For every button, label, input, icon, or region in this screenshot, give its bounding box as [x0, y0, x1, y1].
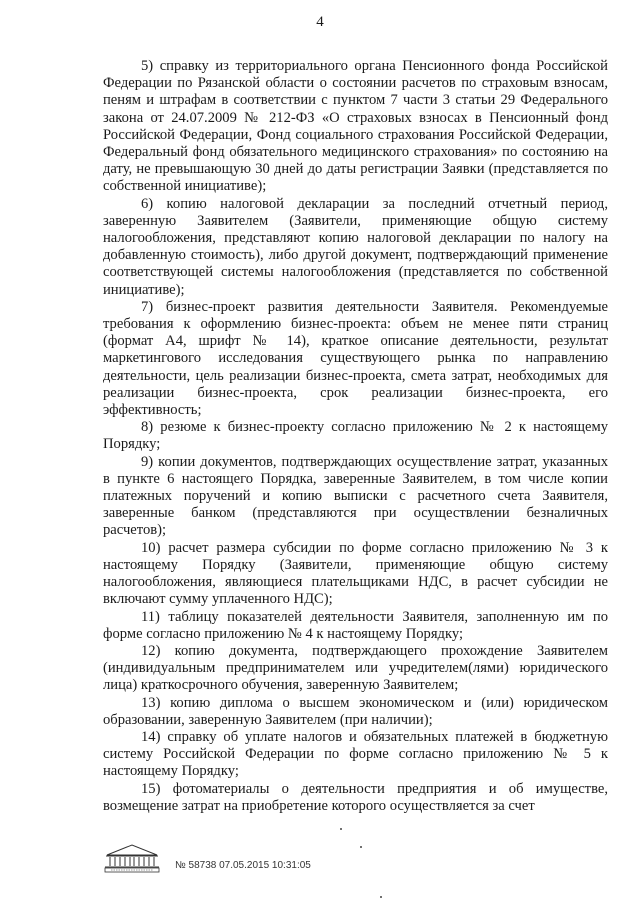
paragraph-item-12: 12) копию документа, подтверждающего прохождение Заявителем (индивидуальным предпринимателем или учредителем(лями) юридического лица) краткосрочного обучения, заверенную Заявителем; [103, 642, 608, 694]
paragraph-item-10: 10) расчет размера субсидии по форме согласно приложению № 3 к настоящему Порядку (Заявители, применяющие общую систему налогообложения, являющиеся плательщиками НДС, в расчет субсидии не включают сумму уплаченного НДС); [103, 539, 608, 608]
page-number: 4 [316, 14, 324, 30]
registration-stamp: № 58738 07.05.2015 10:31:05 [175, 860, 311, 871]
paragraph-item-9: 9) копии документов, подтверждающих осуществление затрат, указанных в пункте 6 настоящего Порядка, заверенные Заявителем, в том числе копии платежных поручений и копию выписки с расчетного счета Заявителя, заверенные банком (представляются при осуществлении безналичных расчетов); [103, 453, 608, 539]
paragraph-item-14: 14) справку об уплате налогов и обязательных платежей в бюджетную систему Российской Федерации по форме согласно приложению № 5 к настоящему Порядку; [103, 728, 608, 780]
scan-speck [340, 828, 342, 830]
paragraph-item-11: 11) таблицу показателей деятельности Заявителя, заполненную им по форме согласно приложению № 4 к настоящему Порядку; [103, 608, 608, 642]
scan-speck [380, 896, 382, 898]
paragraph-item-7: 7) бизнес-проект развития деятельности Заявителя. Рекомендуемые требования к оформлению бизнес-проекта: объем не менее пяти страниц (формат А4, шрифт № 14), краткое описание деятельности, результат маркетингового исследования существующего рынка по направлению деятельности, цель реализации бизнес-проекта, смета затрат, необходимых для реализации бизнес-проекта, срок реализации бизнес-проекта, его эффективность; [103, 298, 608, 419]
paragraph-item-5: 5) справку из территориального органа Пенсионного фонда Российской Федерации по Рязанской области о состоянии расчетов по страховым взносам, пеням и штрафам в соответствии с пунктом 7 части 3 статьи 29 Федерального закона от 24.07.2009 № 212-ФЗ «О страховых взносах в Пенсионный фонд Российской Федерации, Фонд социального страхования Российской Федерации, Федеральный фонд обязательного медицинского страхования» по состоянию на дату, не превышающую 30 дней до даты регистрации Заявки (представляется по собственной инициативе); [103, 58, 608, 195]
paragraph-item-15: 15) фотоматериалы о деятельности предприятия и об имуществе, возмещение затрат на приобретение которого осуществляется за счет [103, 780, 608, 814]
paragraph-item-13: 13) копию диплома о высшем экономическом и (или) юридическом образовании, заверенную Заявителем (при наличии); [103, 694, 608, 728]
paragraph-item-8: 8) резюме к бизнес-проекту согласно приложению № 2 к настоящему Порядку; [103, 419, 608, 453]
government-building-logo [103, 842, 161, 874]
document-body [103, 58, 608, 815]
paragraph-item-6: 6) копию налоговой декларации за последний отчетный период, заверенную Заявителем (Заявители, применяющие общую систему налогообложения, представляют копию налоговой декларации по налогу на добавленную стоимость), либо другой документ, подтверждающий применение соответствующей системы налогообложения (представляется по собственной инициативе); [103, 195, 608, 298]
scan-speck [360, 846, 362, 848]
document-footer [103, 838, 503, 878]
